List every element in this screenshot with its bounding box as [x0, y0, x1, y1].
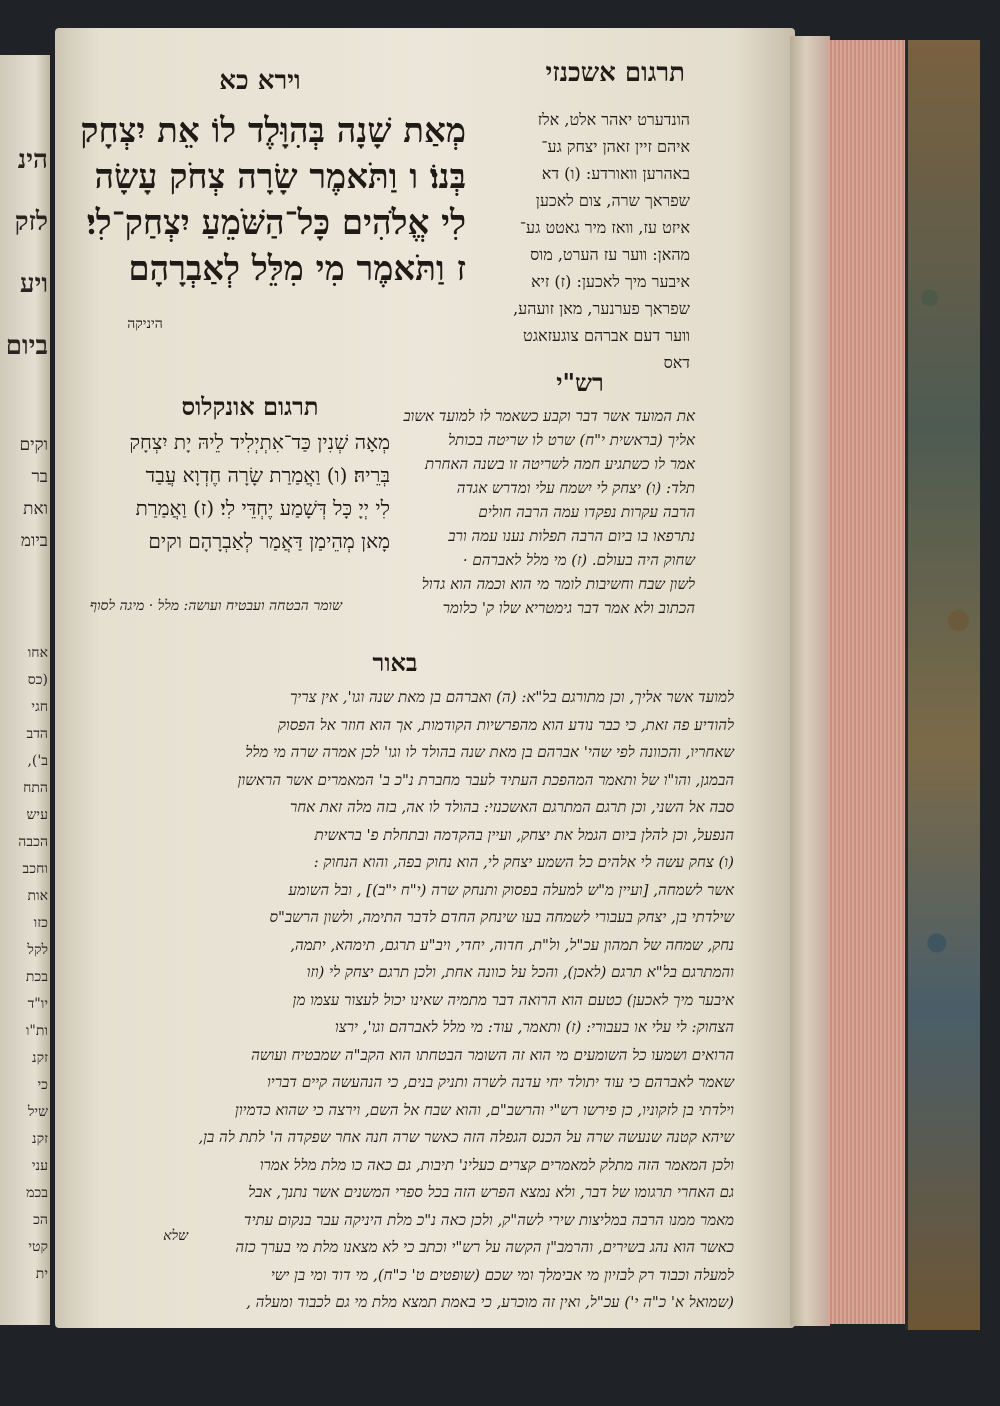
left-page-fragment: חגי [31, 699, 48, 715]
left-page-fragment: שיל [27, 1104, 48, 1120]
verse-line: בְּנוֹ׃ ו וַתֹּאמֶר שָׂרָה צְחֹק עָשָׂה [94, 157, 466, 197]
left-page-fragment: קטי [28, 1239, 48, 1255]
left-page-fragment: ויע [19, 269, 48, 299]
biur-line: וילדתי בן לזקוניו, כן פירשו רש"י והרשב"ם, והוא שבח אל השם, וירצה כי שהוא כדמיון [235, 1100, 734, 1119]
biur-line: (ו) צחק עשה לי אלהים כל השמע יצחק לי, הוא נחוק בפה, והוא הנחוק : [313, 853, 734, 871]
onkelos-text [72, 426, 390, 558]
page-edge-shadow [790, 36, 830, 1326]
ashkenazi-translation [478, 106, 690, 376]
biur-line: ולכן המאמר הזה מתלק למאמרים קצרים כעלינ' תיבות, גם כאה כו מלת מלל אמרו [259, 1155, 734, 1174]
biur-text [86, 684, 734, 1317]
biur-line: שאמר לאברהם כי עוד יתולד יחי עדנה לשרה ותניק בנים, כי הנהעשה קיים דבריו [266, 1073, 734, 1091]
rashi-title: רש"י [556, 368, 604, 397]
biur-line: למעלה וכבוד רק לבזיון מי אבימלך ומי שכם (שופטים ט' כ"ח), מי דוד ומי בן ישי [270, 1265, 734, 1284]
left-page-fragment: הדב [26, 726, 48, 742]
left-facing-page [0, 55, 50, 1325]
onkelos-line: לִי יְיָ כָּל דְּשָׁמַע יֶחְדֵּי לִי׃ (ז) וַאֲמַרַת [135, 496, 390, 520]
left-page-fragment: ביום [5, 331, 48, 361]
left-page-fragment: בכת [25, 969, 48, 985]
biur-line: למועד אשר אליך, וכן מתורגם בל"א: (ה) ואברהם בן מאת שנה וגו', אין צריך [289, 688, 734, 706]
biur-line: סבה אל השני, וכן תרגם המתרגם האשכנזי: בהולד לו אה, בזה מלה זאת אחר [289, 798, 734, 816]
left-page-fragment: (כס [27, 672, 48, 688]
biur-line: כאשר הוא נהג בשירים, והרמב"ן הקשה על רש"י וכתב כי לא מצאנו מלת מי בערך כזה [235, 1238, 734, 1256]
left-page-fragment: עני [31, 1158, 48, 1174]
onkelos-line: מְאָה שְׁנִין כַּד־אִתְיְלִיד לֵיהּ יָת יִצְחָק [129, 430, 390, 454]
left-page-fragment: זקנ [32, 1050, 48, 1066]
rashi-line: לשון שבח וחשיבות לומר מי הוא וכמה הוא גדול [421, 575, 695, 593]
left-page-fragment: הכבה [18, 834, 48, 850]
biur-title: באור [372, 648, 418, 677]
rashi-line: נתרפאו בו ביום הרבה תפלות נענו עמה ורב [448, 527, 695, 545]
biur-line: שיהא קטנה שנעשה שרה על הכנס הגפלה הזה כאשר שרה חנה אחר שפקדה ה' לתת לה בן, [198, 1128, 734, 1146]
onkelos-note: שומר הבטחה ועבטיח ועושה: מלל · מיגה לסוף [89, 598, 342, 614]
rashi-line: שחוק היה בעולם. (ז) מי מלל לאברהם · [462, 551, 695, 569]
left-page-fragment: אחו [27, 645, 48, 661]
biur-line: נחק, שמחה של תמהון עכ"ל, ול"ת, חדוה, יחדי, ויב"ע תרגם, תימהא, יתמה, [290, 935, 734, 954]
onkelos-line: בְּרֵיהּ׃ (ו) וַאֲמַרַת שָׂרָה חֶדְוָא עֲבַד [145, 463, 390, 487]
verse-block [66, 108, 466, 292]
onkelos-title: תרגום אונקלוס [181, 392, 319, 421]
rashi-line: אמר לו כשתגיע חמה לשריטה זו בשנה האחרת [424, 455, 695, 473]
marbled-cover [905, 40, 980, 1330]
left-page-fragment: הכ [33, 1212, 48, 1228]
left-page-fragment: זקנ [32, 1131, 48, 1147]
rashi-text [400, 404, 695, 620]
left-page-fragment: אות [27, 888, 48, 904]
header-targum-ashkenazi: תרגום אשכנזי [545, 58, 685, 88]
ashkenazi-line: מהאן: װער עז הערט, מוס [530, 245, 690, 264]
left-page-fragment: לקל [27, 942, 48, 958]
ashkenazi-line: איזט עז, װאז מיר גאטט גע־ [519, 218, 690, 237]
rashi-line: הרבה עקרות נפקדו עמה הרבה חולים [478, 503, 695, 521]
left-page-fragment: ות"ו [25, 1023, 48, 1039]
left-page-fragment: כי [37, 1077, 48, 1093]
biur-line: גם האחרי תרגומו של דבר, ולא נמצא הפרש הזה בכל ספרי המשנים אשר נתנך, אבל [248, 1183, 734, 1201]
ashkenazi-line: איבער מיך לאכען: (ז) זיא [531, 272, 690, 291]
biur-line: מאמר ממנו הרבה במליצות שירי לשה"ק, ולכן כאה נ"כ מלת היניקה עבר בנקום עתיד [243, 1210, 734, 1229]
left-page-fragment: התח [23, 780, 48, 796]
left-page-fragment: וקים [19, 435, 48, 455]
left-page-fragment: ית [35, 1266, 48, 1282]
rashi-line: את המועד אשר דבר וקבע כשאמר לו למועד אשוב [403, 407, 695, 425]
left-page-fragment: עיש [26, 807, 48, 823]
biur-line: אשר לשמחה, [ועיין מ"ש למעלה בפסוק ותנחק שרה (י"ח י"ב)] , ובל השומע [288, 880, 734, 899]
ashkenazi-line: װער דעם אברהם צוגעזאגט [523, 326, 690, 345]
biur-line: (שמואל א' כ"ה י') עכ"ל, ואין זה מוכרע, כי באמת תמצא מלת מי גם לכבוד ומעלה , [246, 1293, 734, 1311]
verse-line: לִי אֱלֹהִים כָּל־הַשֹּׁמֵעַ יִצְחַק־לִי׃ [86, 203, 466, 243]
left-page-fragment: הינ [17, 145, 48, 175]
page-catchword: שלא [163, 1228, 188, 1244]
left-page-fragment: ואת [23, 499, 48, 519]
left-page-fragment: בכמ [26, 1185, 48, 1201]
biur-line: להודיע פה זאת, כי כבר נודע הוא מהפרשיות הקודמות, אך הוא חוזר אל הפסוק [277, 715, 734, 734]
ashkenazi-line: שפראך פערנער, מאן זועהע, [513, 299, 690, 318]
biur-line: והמתרגם בל"א תרגם (לאכן), והכל על כוונה אחת, ולכן תרגם יצחק לי (וזו [306, 963, 734, 981]
ashkenazi-line: איהם זיין זאהן יצחק גע־ [541, 137, 690, 156]
ashkenazi-line: הונדערט יאהר אלט, אלז [537, 110, 690, 129]
biur-line: הצחוק: לי עלי או בעבורי: (ז) ותאמר, עוד: מי מלל לאברהם וגו', ירצו [334, 1018, 734, 1036]
left-page-fragment: וחכב [22, 861, 48, 877]
verse-line: ז וַתֹּאמֶר מִי מִלֵּל לְאַבְרָהָם [128, 249, 466, 289]
left-page-fragment: כזו [33, 915, 48, 931]
verse-line: מְאַת שָׁנָה בְּהִוָּלֶד לוֹ אֵת יִצְחָק [80, 111, 466, 151]
ashkenazi-line: באהרען װאורדע: (ו) דא [541, 164, 690, 183]
ashkenazi-line: דאס [663, 353, 690, 372]
onkelos-line: מָאן מְהֵימַן דַּאֲמַר לְאַבְרָהָם וקים [148, 529, 390, 553]
left-page-fragment: לזק [14, 207, 48, 237]
left-page-fragment: ב'), [27, 753, 48, 769]
rashi-line: תלד: (ו) יצחק לי יִשמח עלי ומדרש אגדה [456, 479, 695, 497]
left-page-fragment: בר [31, 467, 48, 487]
biur-line: שאחריו, והכוונה לפי שהי' אברהם בן מאת שנה בהולד לו וגו' לכן אמרה שרה מי מלל [245, 743, 734, 761]
header-parasha-chapter: וירא כא [219, 66, 301, 96]
ashkenazi-line: שפראך שרה, צום לאכען [535, 191, 690, 210]
biur-line: איבער מיך לאכען) כטעם הוא הרואה דבר מתמיה שאינו יכול לעצור עצמו מן [292, 990, 734, 1009]
verse-catchword: היניקה [127, 316, 163, 332]
biur-line: שילדתי בן, יצחק בעבורי לשמחה בעו שינחק החדם לדבר התימה, ולשון הרשב"ס [269, 908, 734, 926]
left-page-fragment: ביומ [20, 531, 48, 551]
rashi-line: אליך (בראשית י"ח) שרט לו שריטה בכותל [448, 431, 695, 449]
biur-line: הרואים ושמעו כל השומעים מי הוא זה השומר הבטחתו הוא הקב"ה שמבטיח ועושה [251, 1045, 734, 1064]
left-page-fragment: יו"ד [27, 996, 48, 1012]
rashi-line: הכתוב ולא אמר דבר גימטריא שלו ק' כלומר [442, 599, 695, 617]
biur-line: הבמגן, והו"ו של ותאמר המהפכת העתיד לעבר מחברת נ"כ ב' המאמרים אשר הראשון [237, 770, 734, 789]
biur-line: הנפעל, וכן להלן ביום הגמל את יצחק, ועיין בהקדמה ובתחלת פ' בראשית [314, 825, 734, 844]
